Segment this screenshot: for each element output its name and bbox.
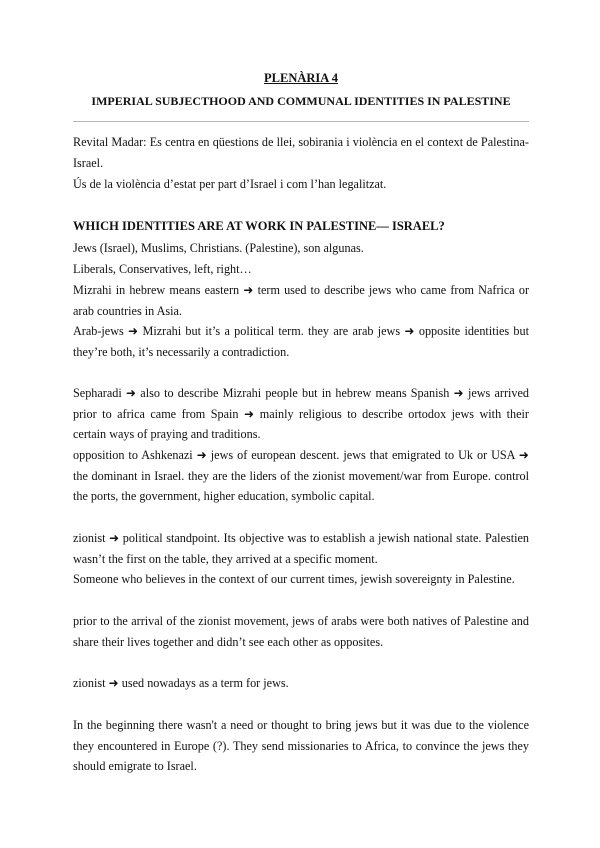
paragraph-zionist-belief: Someone who believes in the context of our current times, jewish sovereignty in Palestine. [73, 572, 515, 586]
paragraph-political: Liberals, Conservatives, left, right… [73, 262, 252, 276]
section-heading: WHICH IDENTITIES ARE AT WORK IN PALESTINE— ISRAEL? [73, 219, 445, 233]
paragraph-arab-jews: Arab-jews ➜ Mizrahi but it’s a political term. they are arab jews ➜ opposite identities but they’re both, it’s necessarily a contradiction. [73, 324, 529, 359]
paragraph-prior-arrival: prior to the arrival of the zionist movement, jews of arabs were both natives of Palestine and share their lives together and didn’t see each other as opposites. [73, 614, 529, 649]
document-title: PLENÀRIA 4 [264, 71, 338, 85]
paragraph-zionist-nowadays: zionist ➜ used nowadays as a term for jews. [73, 676, 289, 690]
paragraph-identities: Jews (Israel), Muslims, Christians. (Palestine), son algunas. [73, 241, 364, 255]
intro-paragraph-speaker: Revital Madar: Es centra en qüestions de llei, sobirania i violència en el context de Palestina-Israel. [73, 135, 529, 170]
paragraph-ashkenazi: opposition to Ashkenazi ➜ jews of european descent. jews that emigrated to Uk or USA ➜ the dominant in Israel. they are the liders of the zionist movement/war from Europe. control the ports, the government, higher education, symbolic capital. [73, 448, 529, 503]
horizontal-divider [73, 121, 529, 122]
intro-paragraph-violence: Ús de la violència d’estat per part d’Israel i com l’han legalitzat. [73, 177, 387, 191]
paragraph-mizrahi: Mizrahi in hebrew means eastern ➜ term used to describe jews who came from Nafrica or arab countries in Asia. [73, 283, 529, 318]
document-subtitle: IMPERIAL SUBJECTHOOD AND COMMUNAL IDENTITIES IN PALESTINE [91, 94, 511, 108]
paragraph-beginning: In the beginning there wasn't a need or thought to bring jews but it was due to the violence they encountered in Europe (?). They send missionaries to Africa, to convince the jews they should emigrate to Israel. [73, 718, 529, 773]
paragraph-sepharadi: Sepharadi ➜ also to describe Mizrahi people but in hebrew means Spanish ➜ jews arrived prior to africa came from Spain ➜ mainly religious to describe ortodox jews with their certain ways of praying and traditions. [73, 386, 529, 441]
paragraph-zionist-definition: zionist ➜ political standpoint. Its objective was to establish a jewish national state. Palestien wasn’t the first on the table, they arrived at a specific moment. [73, 531, 529, 566]
